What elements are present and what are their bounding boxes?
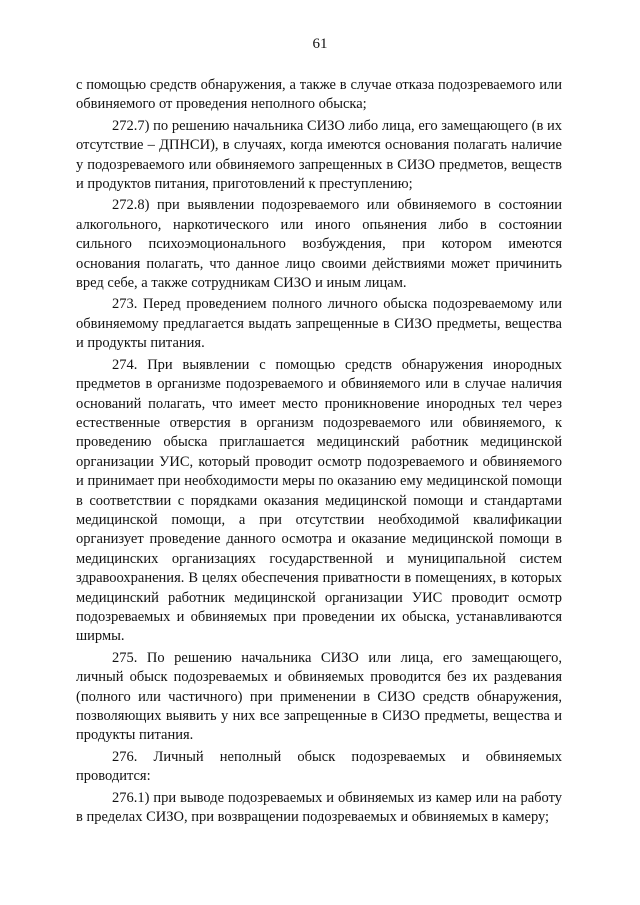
paragraph-273: 273. Перед проведением полного личного обыска подозреваемому или обвиняемому предлагается выдать запрещенные в СИЗО предметы, вещества и продукты питания.	[76, 296, 562, 352]
paragraph-276-1: 276.1) при выводе подозреваемых и обвиняемых из камер или на работу в пределах СИЗО, при возвращении подозреваемых и обвиняемых в камеру;	[76, 789, 562, 826]
document-body	[76, 76, 562, 829]
paragraph-274: 274. При выявлении с помощью средств обнаружения инородных предметов в организме подозреваемого и обвиняемого или в случае наличия оснований полагать, что имеет место проникновение инородных тел через естественные отверстия в организм подозреваемого или обвиняемого, к проведению обыска приглашается медицинский работник медицинской организации УИС, который проводит осмотр подозреваемого и обвиняемого и принимает при необходимости меры по оказанию ему медицинской помощи в соответствии с порядками оказания медицинской помощи и стандартами медицинской помощи, а при отсутствии необходимой квалификации организует проведение данного осмотра и оказание медицинской помощи в медицинских организациях государственной и муниципальной систем здравоохранения. В целях обеспечения приватности в помещениях, в которых медицинский работник медицинской организации УИС проводит осмотр подозреваемых и обвиняемых при проведении их обыска, устанавливаются ширмы.	[76, 356, 562, 645]
paragraph-272-7: 272.7) по решению начальника СИЗО либо лица, его замещающего (в их отсутствие – ДПНСИ), в случаях, когда имеются основания полагать наличие у подозреваемого или обвиняемого запрещенных в СИЗО предметов, веществ и продуктов питания, приготовлений к преступлению;	[76, 117, 562, 193]
paragraph-275: 275. По решению начальника СИЗО или лица, его замещающего, личный обыск подозреваемых и обвиняемых проводится без их раздевания (полного или частичного) при применении в СИЗО средств обнаружения, позволяющих выявить у них все запрещенные в СИЗО предметы, вещества и продукты питания.	[76, 649, 562, 744]
page-number: 61	[312, 36, 328, 52]
paragraph-272-8: 272.8) при выявлении подозреваемого или обвиняемого в состоянии алкогольного, наркотического или иного опьянения либо в состоянии сильного психоэмоционального возбуждения, при котором имеются основания полагать, что данное лицо своими действиями может причинить вред себе, а также сотрудникам СИЗО и иным лицам.	[76, 197, 562, 292]
paragraph-276: 276. Личный неполный обыск подозреваемых и обвиняемых проводится:	[76, 748, 562, 785]
paragraph-continuation: с помощью средств обнаружения, а также в случае отказа подозреваемого или обвиняемого от проведения неполного обыска;	[76, 77, 562, 113]
